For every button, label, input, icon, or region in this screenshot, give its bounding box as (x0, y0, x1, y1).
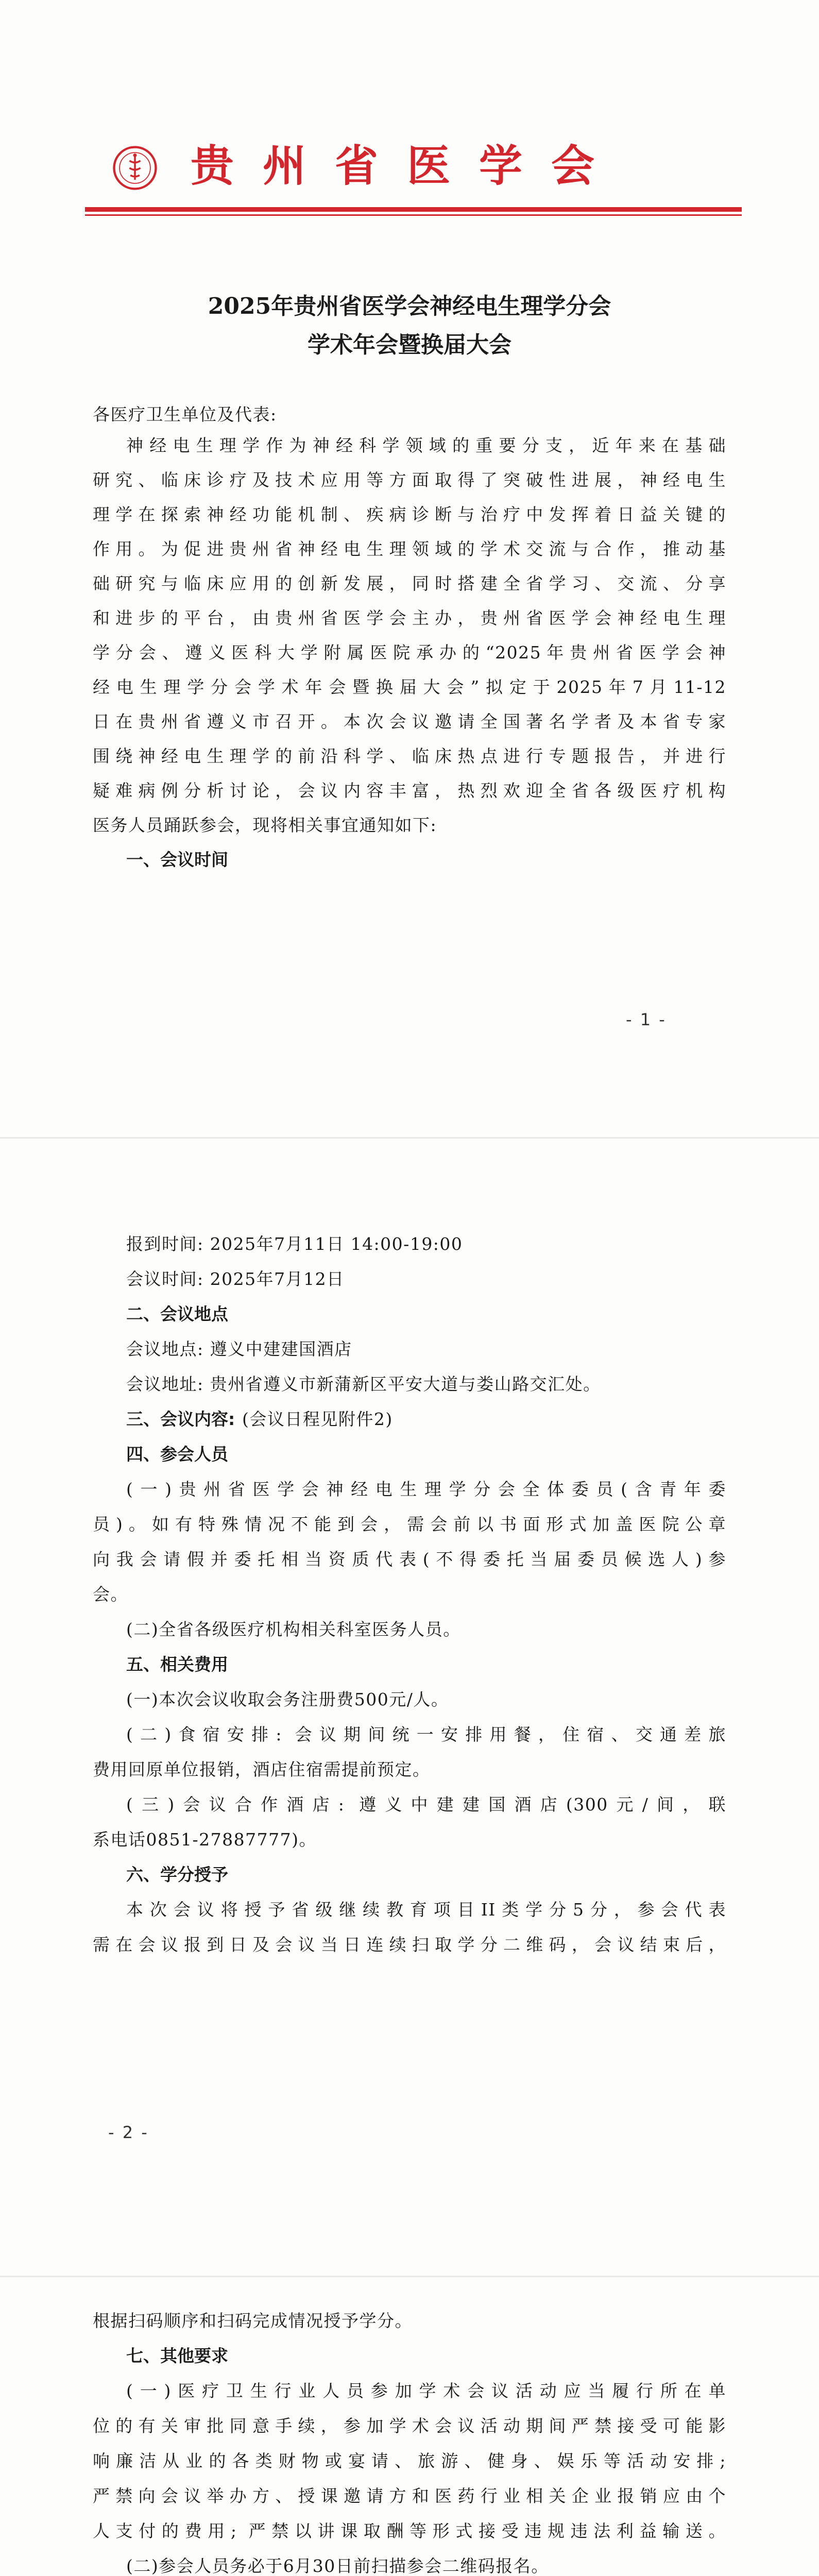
intro-line: 和进步的平台，由贵州省医学会主办，贵州省医学会神经电生理 (93, 608, 726, 628)
intro-line: 围绕神经电生理学的前沿科学、临床热点进行专题报告，并进行 (93, 746, 726, 766)
credits-line: 根据扫码顺序和扫码完成情况授予学分。 (93, 2311, 413, 2331)
section-heading-credits: 六、学分授予 (126, 1865, 228, 1885)
greeting: 各医疗卫生单位及代表: (93, 404, 277, 425)
section-heading-attendees: 四、参会人员 (126, 1444, 228, 1464)
venue: 会议地点: 遵义中建建国酒店 (126, 1339, 352, 1359)
other-line: 响廉洁从业的各类财物或宴请、旅游、健身、娱乐等活动安排; (93, 2451, 726, 2471)
header-red-rule-thin (85, 214, 742, 216)
section-heading-content: 三、会议内容: (126, 1409, 235, 1429)
header-red-rule-thick (85, 207, 742, 212)
intro-line: 医务人员踊跃参会，现将相关事宜通知如下: (93, 815, 437, 835)
section-heading-time: 一、会议时间 (126, 850, 228, 870)
intro-line: 作用。为促进贵州省神经电生理领域的学术交流与合作，推动基 (93, 539, 726, 559)
other-line: 严禁向会议举办方、授课邀请方和医药行业相关企业报销应由个 (93, 2486, 726, 2506)
attendees-line: 员)。如有特殊情况不能到会，需会前以书面形式加盖医院公章 (93, 1514, 726, 1534)
venue-address: 会议地址: 贵州省遵义市新蒲新区平安大道与娄山路交汇处。 (126, 1374, 601, 1394)
section-heading-fees: 五、相关费用 (126, 1654, 228, 1674)
document-title-line1: 2025年贵州省医学会神经电生理学分会 (208, 293, 611, 319)
section-heading-other: 七、其他要求 (126, 2346, 228, 2366)
intro-line: 经电生理学分会学术年会暨换届大会”拟定于2025年7月11-12 (93, 677, 726, 697)
intro-line: 学分会、遵义医科大学附属医院承办的“2025年贵州省医学会神 (93, 642, 726, 663)
intro-line: 理学在探索神经功能机制、疾病诊断与治疗中发挥着日益关键的 (93, 504, 726, 524)
org-header-title: 贵州省医学会 (191, 140, 624, 191)
section-heading-venue: 二、会议地点 (126, 1304, 228, 1324)
fees-line: (二)食宿安排: 会议期间统一安排用餐，住宿、交通差旅 (126, 1724, 726, 1744)
intro-line: 研究、临床诊疗及技术应用等方面取得了突破性进展，神经电生 (93, 470, 726, 490)
credits-line: 需在会议报到日及会议当日连续扫取学分二维码，会议结束后， (93, 1935, 726, 1955)
checkin-time: 报到时间: 2025年7月11日 14:00-19:00 (126, 1234, 463, 1254)
page-number: - 2 - (108, 2123, 149, 2142)
attendees-line: 向我会请假并委托相当资质代表(不得委托当届委员候选人)参 (93, 1549, 726, 1569)
other-line: (二)参会人员务必于6月30日前扫描参会二维码报名。 (126, 2556, 549, 2576)
credits-line: 本次会议将授予省级继续教育项目II类学分5分，参会代表 (126, 1900, 726, 1920)
attendees-line: 会。 (93, 1584, 128, 1604)
meeting-time: 会议时间: 2025年7月12日 (126, 1269, 345, 1289)
content-note: (会议日程见附件2) (242, 1409, 393, 1429)
intro-line: 础研究与临床应用的创新发展，同时搭建全省学习、交流、分享 (93, 573, 726, 594)
fees-line: (一)本次会议收取会务注册费500元/人。 (126, 1689, 449, 1709)
attendees-line: (一)贵州省医学会神经电生理学分会全体委员(含青年委 (126, 1479, 726, 1499)
fees-line: 系电话0851-27887777)。 (93, 1829, 317, 1850)
other-line: (一)医疗卫生行业人员参加学术会议活动应当履行所在单 (126, 2381, 726, 2401)
other-line: 人支付的费用; 严禁以讲课取酬等形式接受违规违法利益输送。 (93, 2521, 726, 2541)
fees-line: 费用回原单位报销，酒店住宿需提前预定。 (93, 1759, 431, 1780)
intro-line: 疑难病例分析讨论，会议内容丰富，热烈欢迎全省各级医疗机构 (93, 781, 726, 801)
fees-line: (三)会议合作酒店: 遵义中建建国酒店(300元/间，联 (126, 1794, 726, 1815)
document-title-line2: 学术年会暨换届大会 (308, 332, 511, 358)
other-line: 位的有关审批同意手续，参加学术会议活动期间严禁接受可能影 (93, 2416, 726, 2436)
intro-line: 日在贵州省遵义市召开。本次会议邀请全国著名学者及本省专家 (93, 711, 726, 732)
medical-association-logo (112, 145, 158, 191)
attendees-line: (二)全省各级医疗机构相关科室医务人员。 (126, 1619, 461, 1639)
intro-line: 神经电生理学作为神经科学领域的重要分支，近年来在基础 (126, 435, 726, 455)
page-number: - 1 - (626, 1010, 667, 1029)
